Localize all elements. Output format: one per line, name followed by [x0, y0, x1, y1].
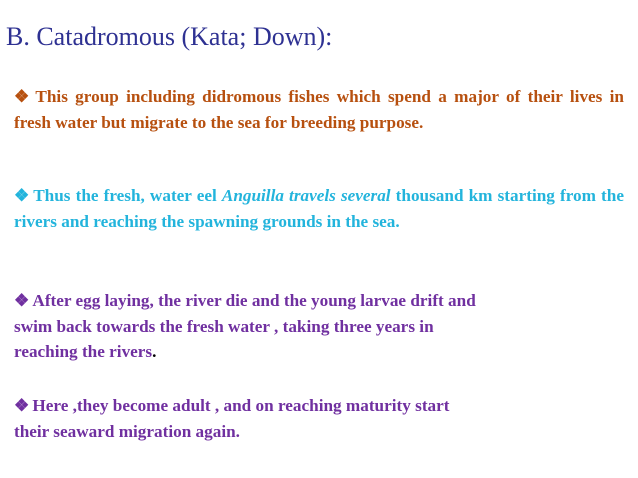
paragraph-2	[14, 183, 624, 234]
paragraph-3-line-2: swim back towards the fresh water , taking three years in	[14, 316, 434, 336]
diamond-bullet-icon: ❖	[14, 291, 30, 310]
paragraph-4	[14, 393, 624, 444]
paragraph-3-line-1: After egg laying, the river die and the young larvae drift and	[32, 291, 476, 310]
paragraph-3-line-3: reaching the rivers	[14, 342, 153, 361]
paragraph-3	[14, 288, 624, 365]
paragraph-2-text-end: thousand km starting from the rivers and reaching the spawning grounds in the sea.	[14, 186, 624, 231]
paragraph-2-italic-text: Anguilla travels several	[221, 186, 391, 205]
paragraph-1	[14, 84, 624, 135]
slide-title: B. Catadromous (Kata; Down):	[6, 22, 333, 51]
paragraph-3-end-dot: .	[152, 342, 157, 361]
paragraph-4-line-1: Here ,they become adult , and on reaching maturity start	[32, 396, 450, 415]
paragraph-1-text: This group including didromous fishes which spend a major of their lives in fresh water but migrate to the sea for breeding purpose.	[14, 87, 624, 132]
paragraph-2-text-start: Thus the fresh, water eel	[33, 186, 222, 205]
paragraph-4-line-2: their seaward migration again.	[14, 421, 240, 441]
diamond-bullet-icon: ❖	[14, 186, 31, 205]
diamond-bullet-icon: ❖	[14, 396, 30, 415]
diamond-bullet-icon: ❖	[14, 87, 33, 106]
